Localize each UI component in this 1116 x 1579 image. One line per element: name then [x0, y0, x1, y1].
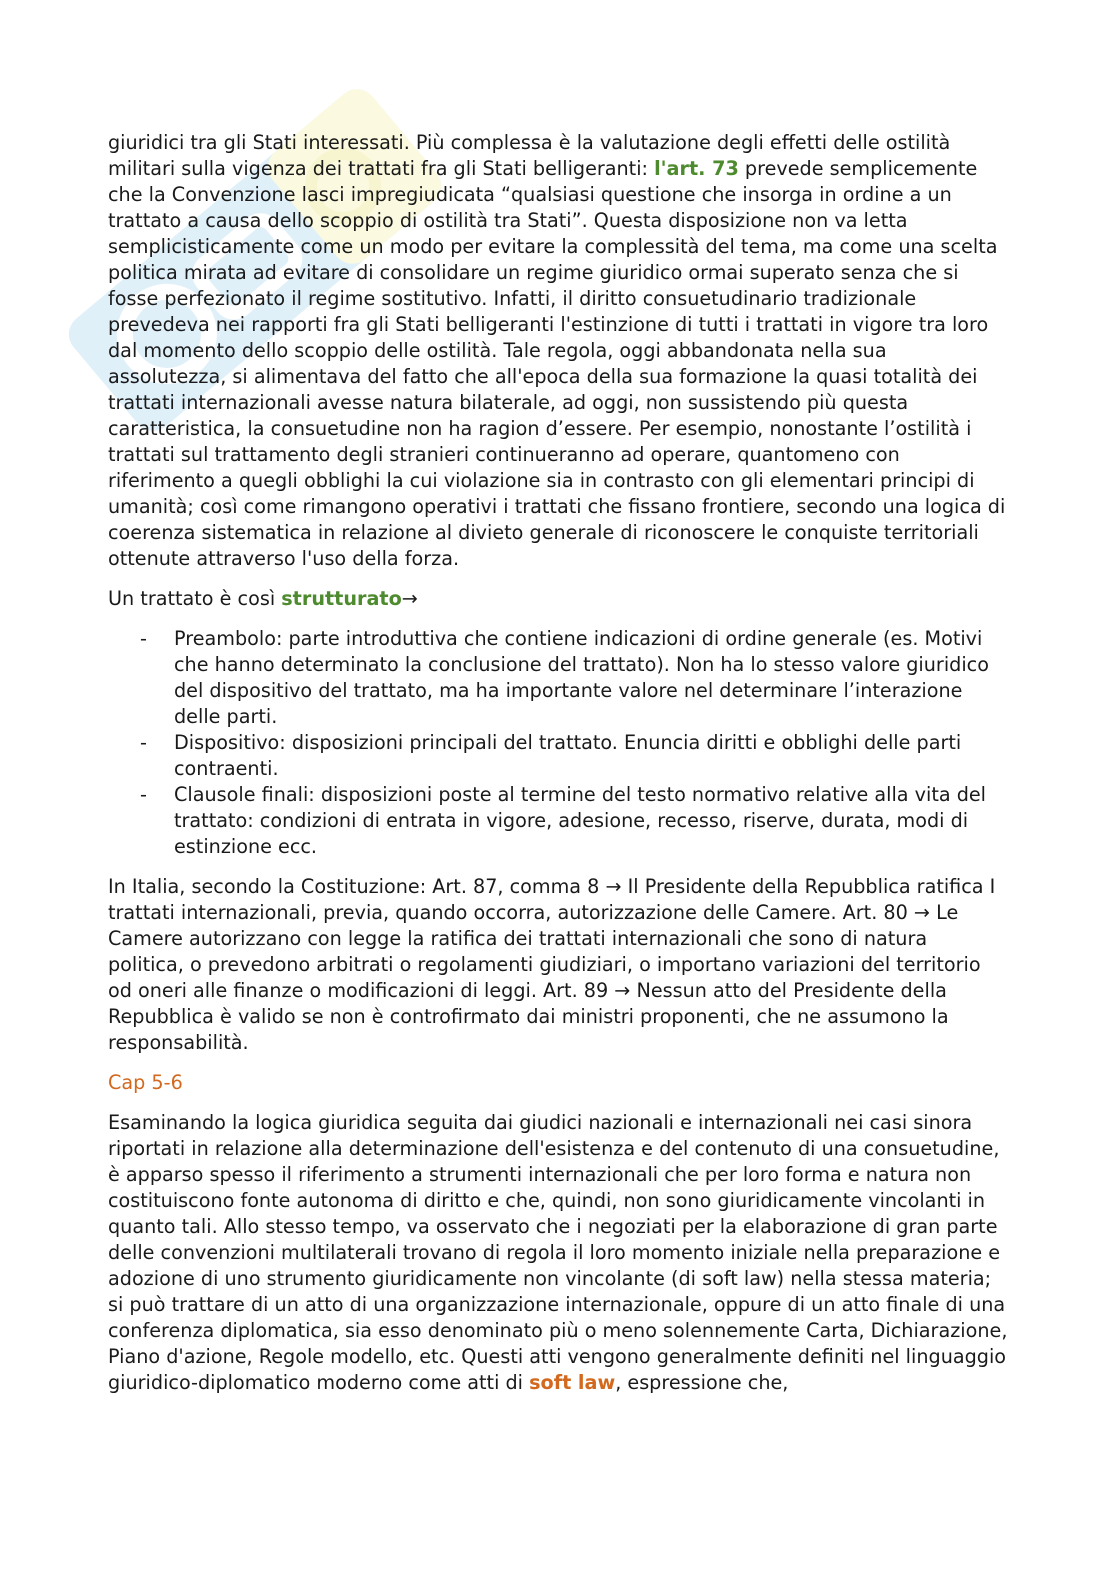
- list-item: - Preambolo: parte introduttiva che contiene indicazioni di ordine generale (es. Motivi che hanno determinato la conclusione del trattato). Non ha lo stesso valore giuridico del dispositivo del trattato, ma ha importante valore nel determinare l’interazione delle parti.: [140, 627, 989, 728]
- article-73-highlight: l'art. 73: [654, 157, 739, 180]
- treaty-structure-intro: Un trattato è così strutturato→: [108, 587, 418, 610]
- treaty-parts-list: [108, 626, 1008, 860]
- paragraph-costituzione: In Italia, secondo la Costituzione: Art. 87, comma 8 → Il Presidente della Repubblica ratifica I trattati internazionali, previa, quando occorra, autorizzazione delle Camere. Art. 80 → Le Camere autorizzano con legge la ratifica dei trattati internazionali che sono di natura politica, o prevedono arbitrati o regolamenti giudiziari, o importano variazioni del territorio od oneri alle finanze o modificazioni di leggi. Art. 89 → Nessun atto del Presidente della Repubblica è valido se non è controfirmato dai ministri proponenti, che ne assumono la responsabilità.: [108, 875, 996, 1054]
- strutturato-highlight: strutturato: [281, 587, 402, 610]
- document-page: [108, 130, 1008, 1410]
- list-item: - Clausole finali: disposizioni poste al termine del testo normativo relative alla vita del trattato: condizioni di entrata in vigore, adesione, recesso, riserve, durata, modi di estinzione ecc.: [140, 783, 987, 858]
- soft-law-highlight: soft law: [529, 1371, 616, 1394]
- paragraph-treaty-hostilities: giuridici tra gli Stati interessati. Più complessa è la valutazione degli effetti delle ostilità militari sulla vigenza dei trattati fra gli Stati belligeranti: l'art. 73 prevede semplicemente che la Convenzione lasci impregiudicata “qualsiasi questione che insorga in ordine a un trattato a causa dello scoppio di ostilità tra Stati”. Questa disposizione non va letta semplicisticamente come un modo per evitare la complessità del tema, ma come una scelta politica mirata ad evitare di consolidare un regime giuridico ormai superato senza che si fosse perfezionato il regime sostitutivo. Infatti, il diritto consuetudinario tradizionale prevedeva nei rapporti fra gli Stati belligeranti l'estinzione di tutti i trattati in vigore tra loro dal momento dello scoppio delle ostilità. Tale regola, oggi abbandonata nella sua assolutezza, si alimentava del fatto che all'epoca della sua formazione la quasi totalità dei trattati internazionali avesse natura bilaterale, ad oggi, non sussistendo più questa caratteristica, la consuetudine non ha ragion d’essere. Per esempio, nonostante l’ostilità i trattati sul trattamento degli stranieri continueranno ad operare, quantomeno con riferimento a quegli obblighi la cui violazione sia in contrasto con gli elementari principi di umanità; così come rimangono operativi i trattati che fissano frontiere, secondo una logica di coerenza sistematica in relazione al divieto generale di riconoscere le conquiste territoriali ottenute attraverso l'uso della forza.: [108, 131, 1006, 570]
- list-item: - Dispositivo: disposizioni principali del trattato. Enuncia diritti e obblighi delle parti contraenti.: [140, 731, 962, 780]
- paragraph-soft-law: Esaminando la logica giuridica seguita dai giudici nazionali e internazionali nei casi sinora riportati in relazione alla determinazione dell'esistenza e del contenuto di una consuetudine, è apparso spesso il riferimento a strumenti internazionali che per loro forma e natura non costituiscono fonte autonoma di diritto e che, quindi, non sono giuridicamente vincolanti in quanto tali. Allo stesso tempo, va osservato che i negoziati per la elaborazione di gran parte delle convenzioni multilaterali trovano di regola il loro momento iniziale nella preparazione e adozione di uno strumento giuridicamente non vincolante (di soft law) nella stessa materia; si può trattare di un atto di una organizzazione internazionale, oppure di un atto finale di una conferenza diplomatica, sia esso denominato più o meno solennemente Carta, Dichiarazione, Piano d'azione, Regole modello, etc. Questi atti vengono generalmente definiti nel linguaggio giuridico-diplomatico moderno come atti di soft law, espressione che,: [108, 1111, 1008, 1394]
- arrow-icon: →: [401, 587, 418, 610]
- section-heading: Cap 5-6: [108, 1071, 183, 1094]
